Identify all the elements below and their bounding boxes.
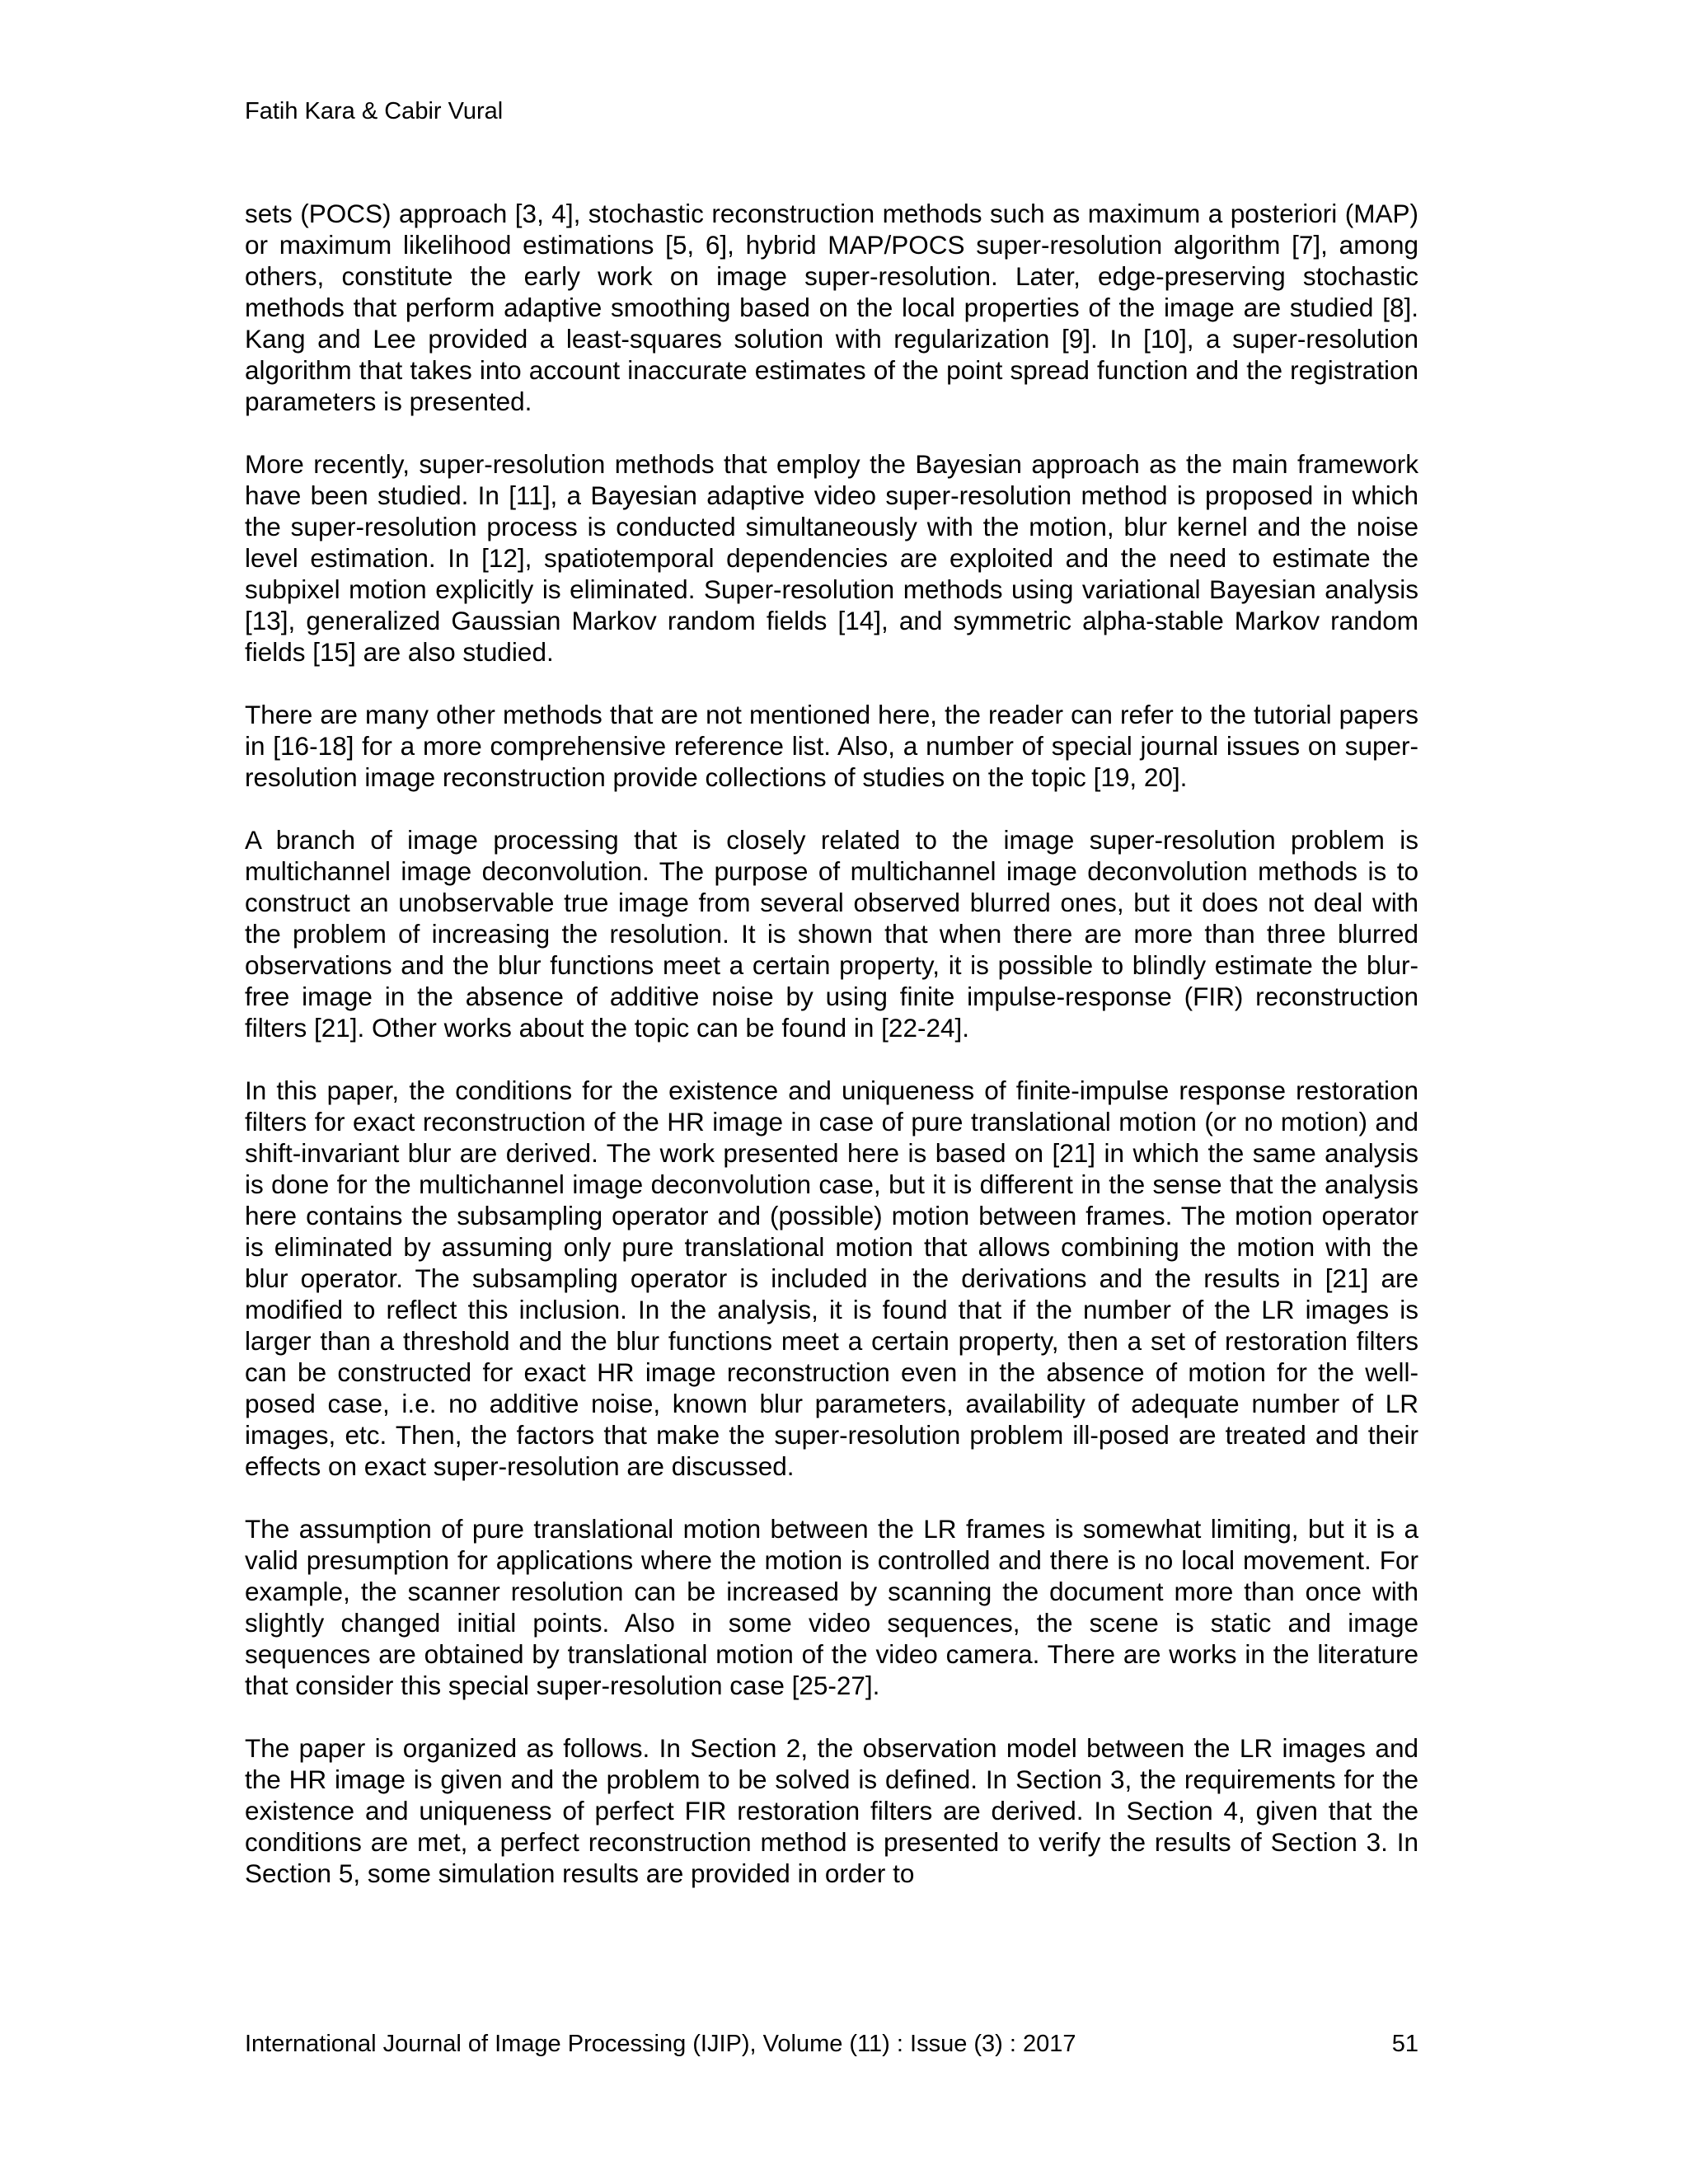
paragraph-other-methods: There are many other methods that are not mentioned here, the reader can refer to the tutorial papers in [16-18] for a more comprehensive reference list. Also, a number of special journal issues on super-resolution image reconstruction provide collections of studies on the topic [19, 20]. (245, 700, 1418, 792)
body-text (245, 198, 1418, 1920)
paragraph-multichannel-deconvolution: A branch of image processing that is closely related to the image super-resolution problem is multichannel image deconvolution. The purpose of multichannel image deconvolution methods is to construct an unobservable true image from several observed blurred ones, but it does not deal with the problem of increasing the resolution. It is shown that when there are more than three blurred observations and the blur functions meet a certain property, it is possible to blindly estimate the blur-free image in the absence of additive noise by using finite impulse-response (FIR) reconstruction filters [21]. Other works about the topic can be found in [22-24]. (245, 825, 1418, 1043)
paragraph-this-paper: In this paper, the conditions for the existence and uniqueness of finite-impulse response restoration filters for exact reconstruction of the HR image in case of pure translational motion (or no motion) and shift-invariant blur are derived. The work presented here is based on [21] in which the same analysis is done for the multichannel image deconvolution case, but it is different in the sense that the analysis here contains the subsampling operator and (possible) motion between frames. The motion operator is eliminated by assuming only pure translational motion that allows combining the motion with the blur operator. The subsampling operator is included in the derivations and the results in [21] are modified to reflect this inclusion. In the analysis, it is found that if the number of the LR images is larger than a threshold and the blur functions meet a certain property, then a set of restoration filters can be constructed for exact HR image reconstruction even in the absence of motion for the well-posed case, i.e. no additive noise, known blur parameters, availability of adequate number of LR images, etc. Then, the factors that make the super-resolution problem ill-posed are treated and their effects on exact super-resolution are discussed. (245, 1076, 1418, 1481)
paragraph-organization: The paper is organized as follows. In Section 2, the observation model between the LR images and the HR image is given and the problem to be solved is defined. In Section 3, the requirements for the existence and uniqueness of perfect FIR restoration filters are derived. In Section 4, given that the conditions are met, a perfect reconstruction method is presented to verify the results of Section 3. In Section 5, some simulation results are provided in order to (245, 1733, 1418, 1888)
page-number: 51 (1391, 2031, 1418, 2057)
paragraph-translational-assumption: The assumption of pure translational motion between the LR frames is somewhat limiting, but it is a valid presumption for applications where the motion is controlled and there is no local movement. For example, the scanner resolution can be increased by scanning the document more than once with slightly changed initial points. Also in some video sequences, the scene is static and image sequences are obtained by translational motion of the video camera. There are works in the literature that consider this special super-resolution case [25-27]. (245, 1514, 1418, 1700)
footer-journal-citation: International Journal of Image Processing (IJIP), Volume (11) : Issue (3) : 2017 (245, 2031, 1076, 2057)
paragraph-bayesian-methods: More recently, super-resolution methods that employ the Bayesian approach as the main framework have been studied. In [11], a Bayesian adaptive video super-resolution method is proposed in which the super-resolution process is conducted simultaneously with the motion, blur kernel and the noise level estimation. In [12], spatiotemporal dependencies are exploited and the need to estimate the subpixel motion explicitly is eliminated. Super-resolution methods using variational Bayesian analysis [13], generalized Gaussian Markov random fields [14], and symmetric alpha-stable Markov random fields [15] are also studied. (245, 449, 1418, 667)
running-head-authors: Fatih Kara & Cabir Vural (245, 98, 504, 124)
paragraph-early-methods: sets (POCS) approach [3, 4], stochastic reconstruction methods such as maximum a posteriori (MAP) or maximum likelihood estimations [5, 6], hybrid MAP/POCS super-resolution algorithm [7], among others, constitute the early work on image super-resolution. Later, edge-preserving stochastic methods that perform adaptive smoothing based on the local properties of the image are studied [8]. Kang and Lee provided a least-squares solution with regularization [9]. In [10], a super-resolution algorithm that takes into account inaccurate estimates of the point spread function and the registration parameters is presented. (245, 199, 1418, 416)
